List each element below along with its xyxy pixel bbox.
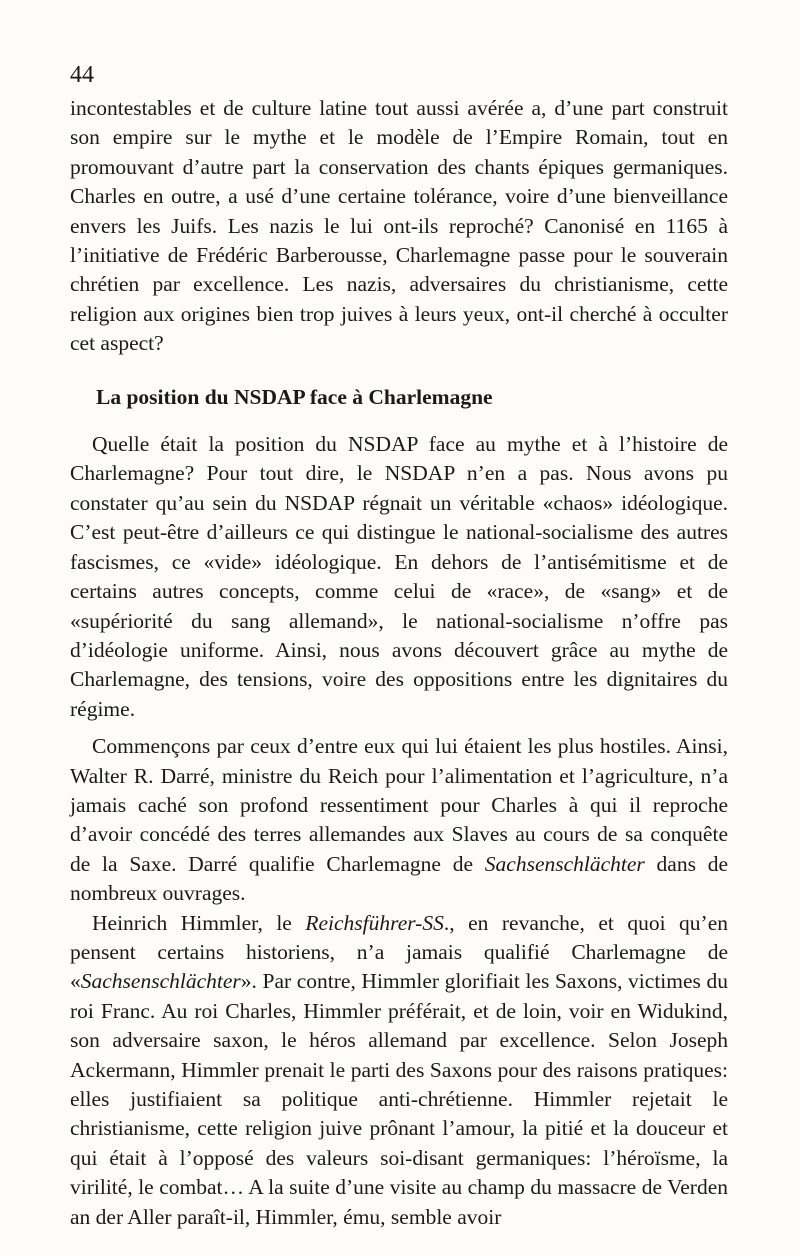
- paragraph-himmler-italic-1: Reichsführer-SS: [305, 910, 444, 935]
- paragraph-darre-end: dans de nombreux ouvrages.: [70, 851, 729, 906]
- paragraph-continued: incontestables et de culture latine tout aussi avérée a, d’une part construit son empire sur le mythe et le modèle de l’Empire Romain, tout en promouvant d’autre part la conservation des chants épiques germaniques. Charles en outre, a usé d’une certaine tolérance, voire d’une bienveillance envers les Juifs. Les nazis le lui ont-ils reproché? Canonisé en 1165 à l’initiative de Frédéric Barberousse, Charlemagne passe pour le souverain chrétien par excellence. Les nazis, adversaires du christianisme, cette religion aux origines bien trop juives à leurs yeux, ont-il cherché à occulter cet aspect?: [70, 96, 728, 356]
- paragraph-darre-text: Commençons par ceux d’entre eux qui lui étaient les plus hostiles. Ainsi, Walter R. Darré, ministre du Reich pour l’alimentation et l’agriculture, n’a jamais caché son profond ressentiment pour Charles à qui il reproche d’avoir concédé des terres allemandes aux Slaves au cours de sa conquête de la Saxe. Darré qualifie Charlemagne de: [70, 734, 728, 876]
- page-number: 44: [70, 62, 94, 88]
- paragraph-himmler-italic-2: Sachsenschlächter: [80, 969, 241, 994]
- paragraph-himmler-a: Heinrich Himmler, le: [92, 910, 306, 935]
- paragraph-darre-italic: Sachsenschlächter: [484, 851, 645, 876]
- paragraph-nsdap-position: Quelle était la position du NSDAP face au mythe et à l’histoire de Charlemagne? Pour tout dire, le NSDAP n’en a pas. Nous avons pu constater qu’au sein du NSDAP régnait un véritable «chaos» idéologique. C’est peut-être d’ailleurs ce qui distingue le national-socialisme des autres fascismes, ce «vide» idéologique. En dehors de l’antisémitisme et de certains autres concepts, comme celui de «race», de «sang» et de «supériorité du sang allemand», le national-socialisme n’offre pas d’idéologie uniforme. Ainsi, nous avons découvert grâce au mythe de Charlemagne, des tensions, voire des oppositions entre les dignitaires du régime.: [70, 432, 728, 721]
- paragraph-himmler-c: ». Par contre, Himmler glorifiait les Saxons, victimes du roi Franc. Au roi Charles, Himmler préférait, et de loin, voir en Widukind, son adversaire saxon, le héros allemand par excellence. Selon Joseph Ackermann, Himmler prenait le parti des Saxons pour des raisons pratiques: elles justifiaient sa politique anti-chrétienne. Himmler rejetait le christianisme, cette religion juive prônant l’amour, la pitié et la douceur et qui était à l’opposé des valeurs soi-disant germaniques: l’héroïsme, la virilité, le combat… A la suite d’une visite au champ du massacre de Verden an der Aller paraît-il, Himmler, ému, semble avoir: [70, 969, 728, 1229]
- body-text: [70, 94, 728, 1232]
- paragraph-darre: [70, 732, 728, 908]
- paragraph-himmler: [70, 909, 728, 1232]
- section-heading: La position du NSDAP face à Charlemagne: [96, 384, 493, 409]
- paragraph-himmler-b: ., en revanche, et quoi qu’en pensent certains historiens, n’a jamais qualifié Charlemagne de «: [70, 910, 728, 994]
